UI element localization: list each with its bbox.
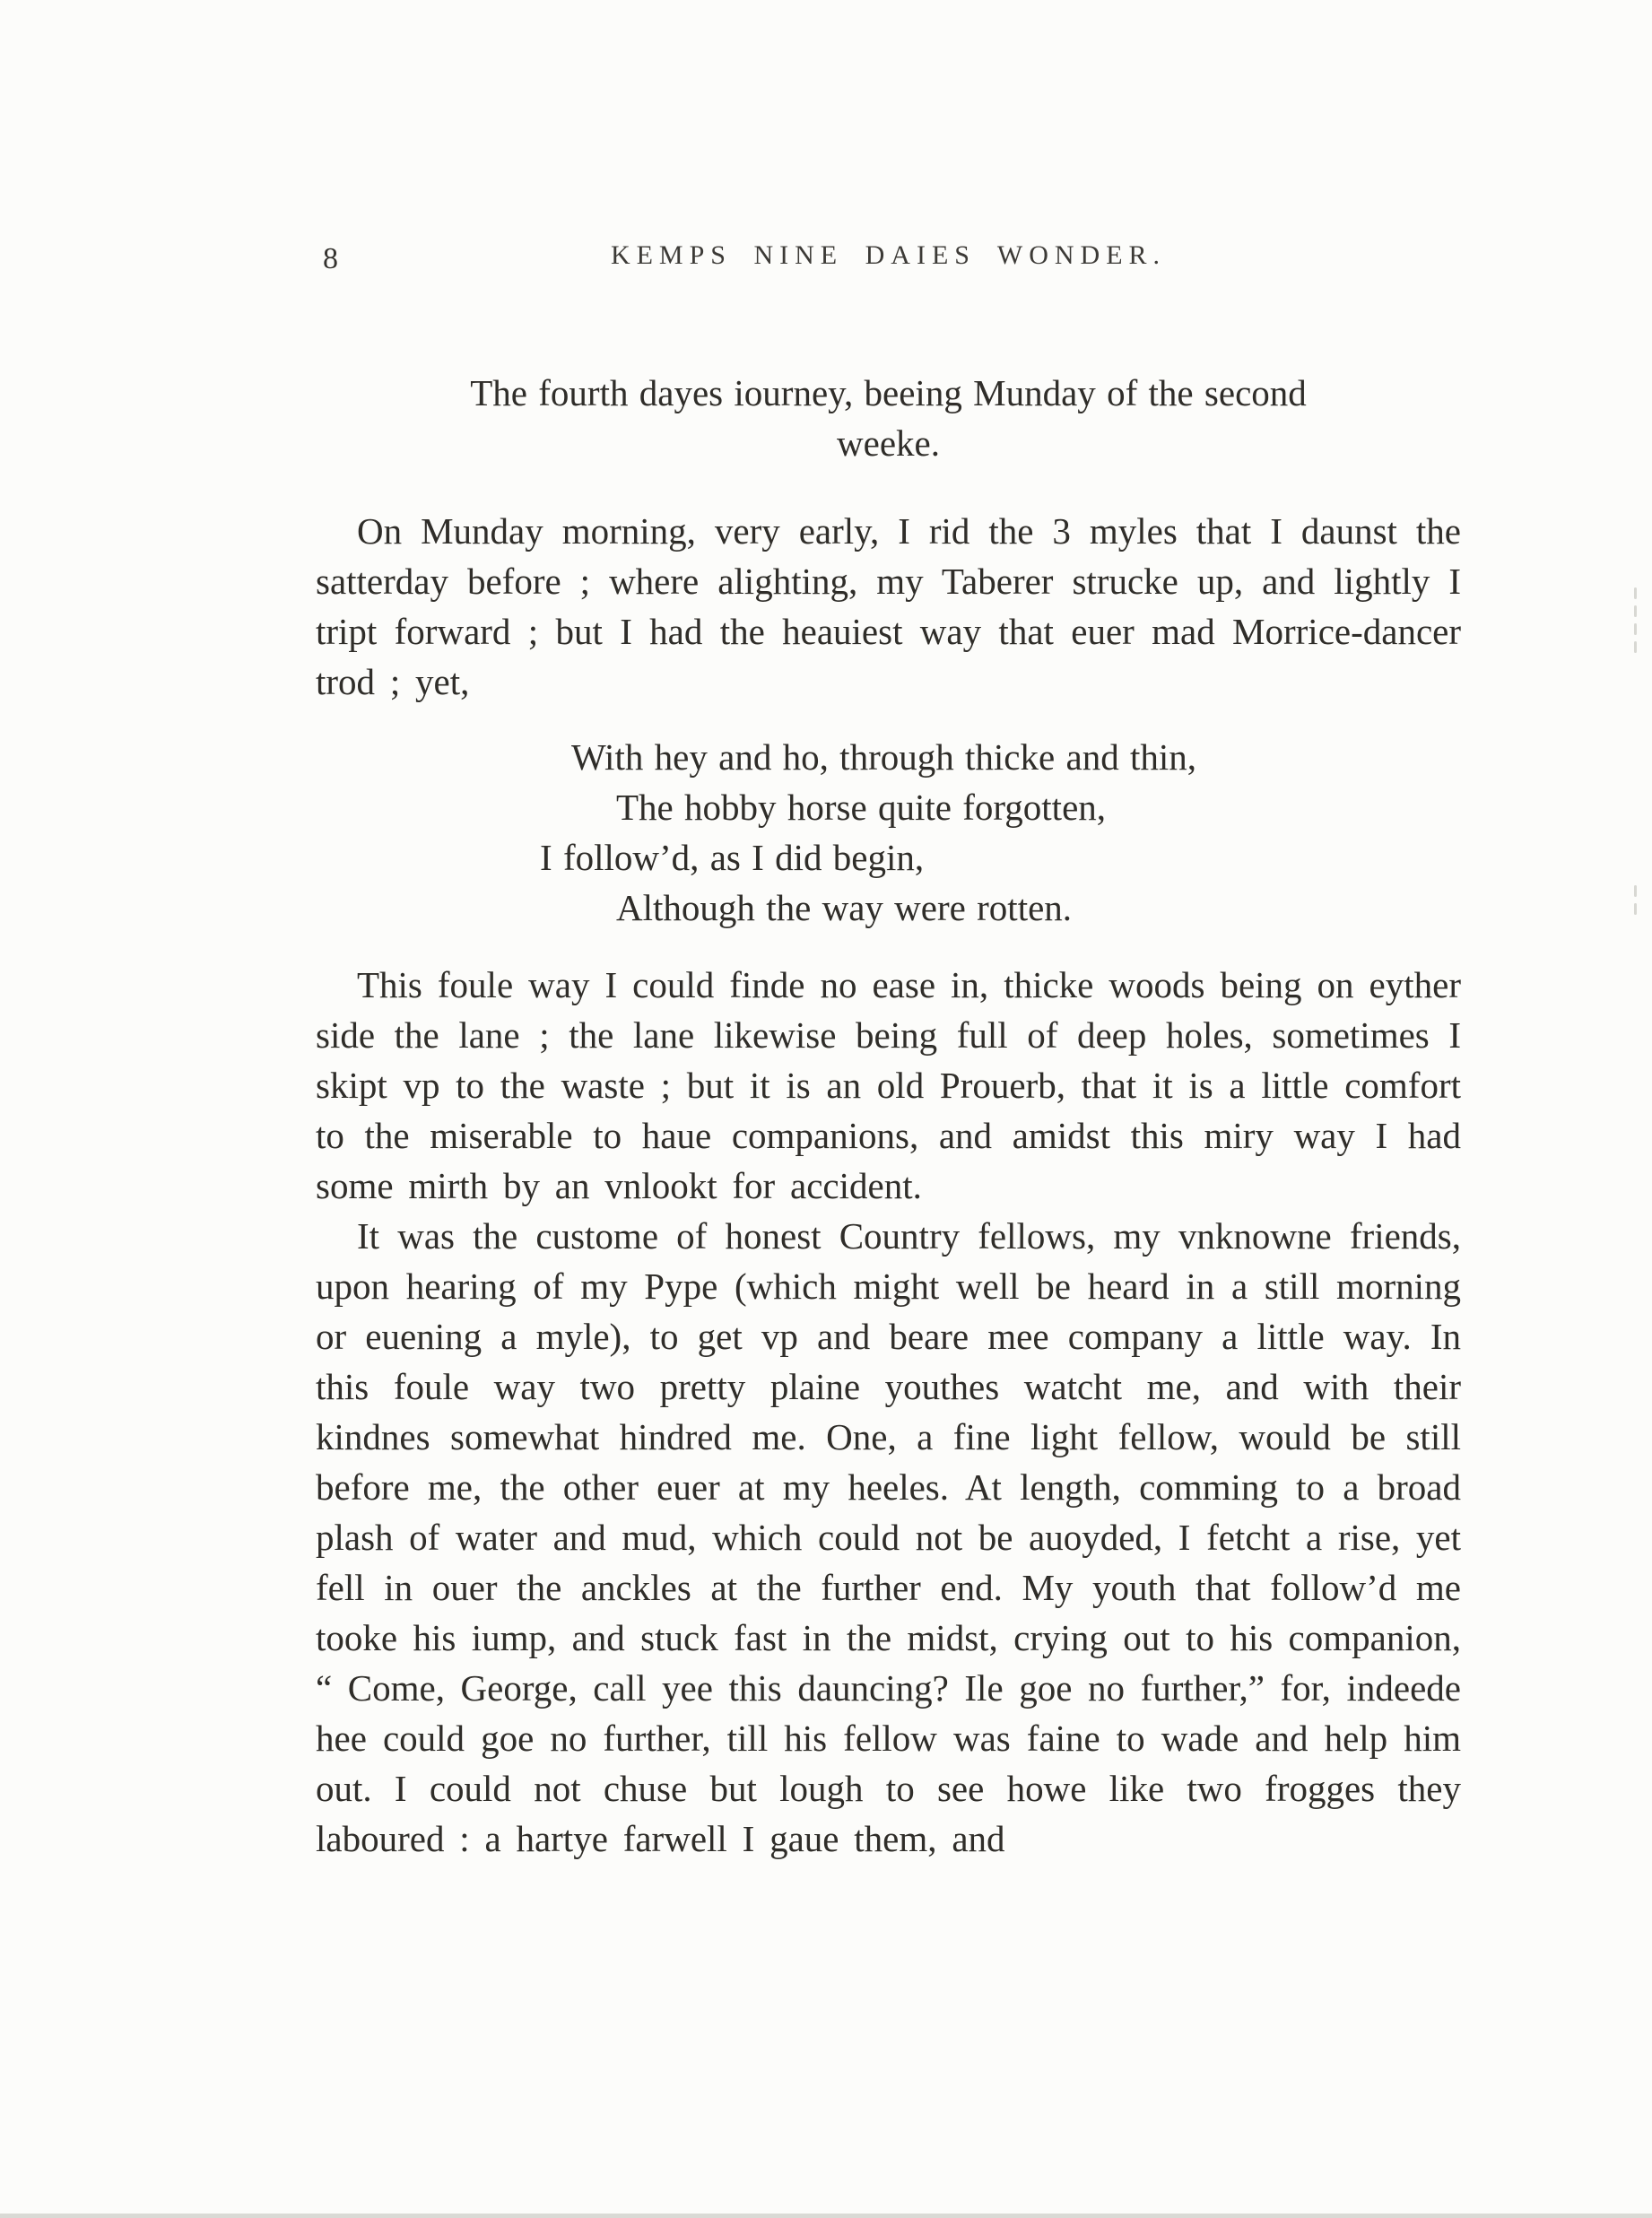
page-text-block (316, 368, 1461, 1864)
paragraph-1: On Munday morning, very early, I rid the 3 myles that I daunst the satterday before ; where alighting, my Taberer strucke up, and lightly I tript forward ; but I had the heauiest way that euer mad Morrice-dancer trod ; yet, (316, 510, 1461, 702)
section-heading (316, 368, 1461, 468)
paragraph-2: This foule way I could finde no ease in, thicke woods being on eyther side the lane ; the lane likewise being full of deep holes, sometimes I skipt vp to the waste ; but it is an old Prouerb, that it is a little comfort to the miserable to haue companions, and amidst this miry way I had some mirth by an vnlookt for accident. (316, 964, 1461, 1206)
running-title: KEMPS NINE DAIES WONDER. (610, 240, 1167, 270)
scan-artifact (1630, 581, 1639, 671)
verse-line-1: With hey and ho, through thicke and thin, (571, 736, 1197, 778)
verse-stanza (316, 732, 1461, 933)
section-heading-line-1: The fourth dayes iourney, beeing Munday of the second (470, 372, 1307, 413)
verse-line-3: I follow’d, as I did begin, (540, 837, 925, 878)
page-number: 8 (323, 242, 338, 275)
scan-page-edge (0, 2214, 1652, 2218)
page-header (316, 240, 1461, 280)
verse-line-2: The hobby horse quite forgotten, (616, 787, 1107, 828)
scan-artifact (1630, 879, 1639, 942)
verse-line-4: Although the way were rotten. (616, 887, 1073, 928)
paragraph-3: It was the custome of honest Country fellows, my vnknowne friends, upon hearing of my Pype (which might well be heard in a still morning or euening a myle), to get vp and beare mee company a little way. In this foule way two pretty plaine youthes watcht me, and with their kindnes somewhat hindred me. One, a fine light fellow, would be still before me, the other euer at my heeles. At length, comming to a broad plash of water and mud, which could not be auoyded, I fetcht a rise, yet fell in ouer the anckles at the further end. My youth that follow’d me tooke his iump, and stuck fast in the midst, crying out to his companion, “ Come, George, call yee this dauncing? Ile goe no further,” for, indeede hee could goe no further, till his fellow was faine to wade and help him out. I could not chuse but lough to see howe like two frogges they laboured : a hartye farwell I gaue them, and (316, 1215, 1461, 1859)
section-heading-line-2: weeke. (837, 422, 940, 464)
